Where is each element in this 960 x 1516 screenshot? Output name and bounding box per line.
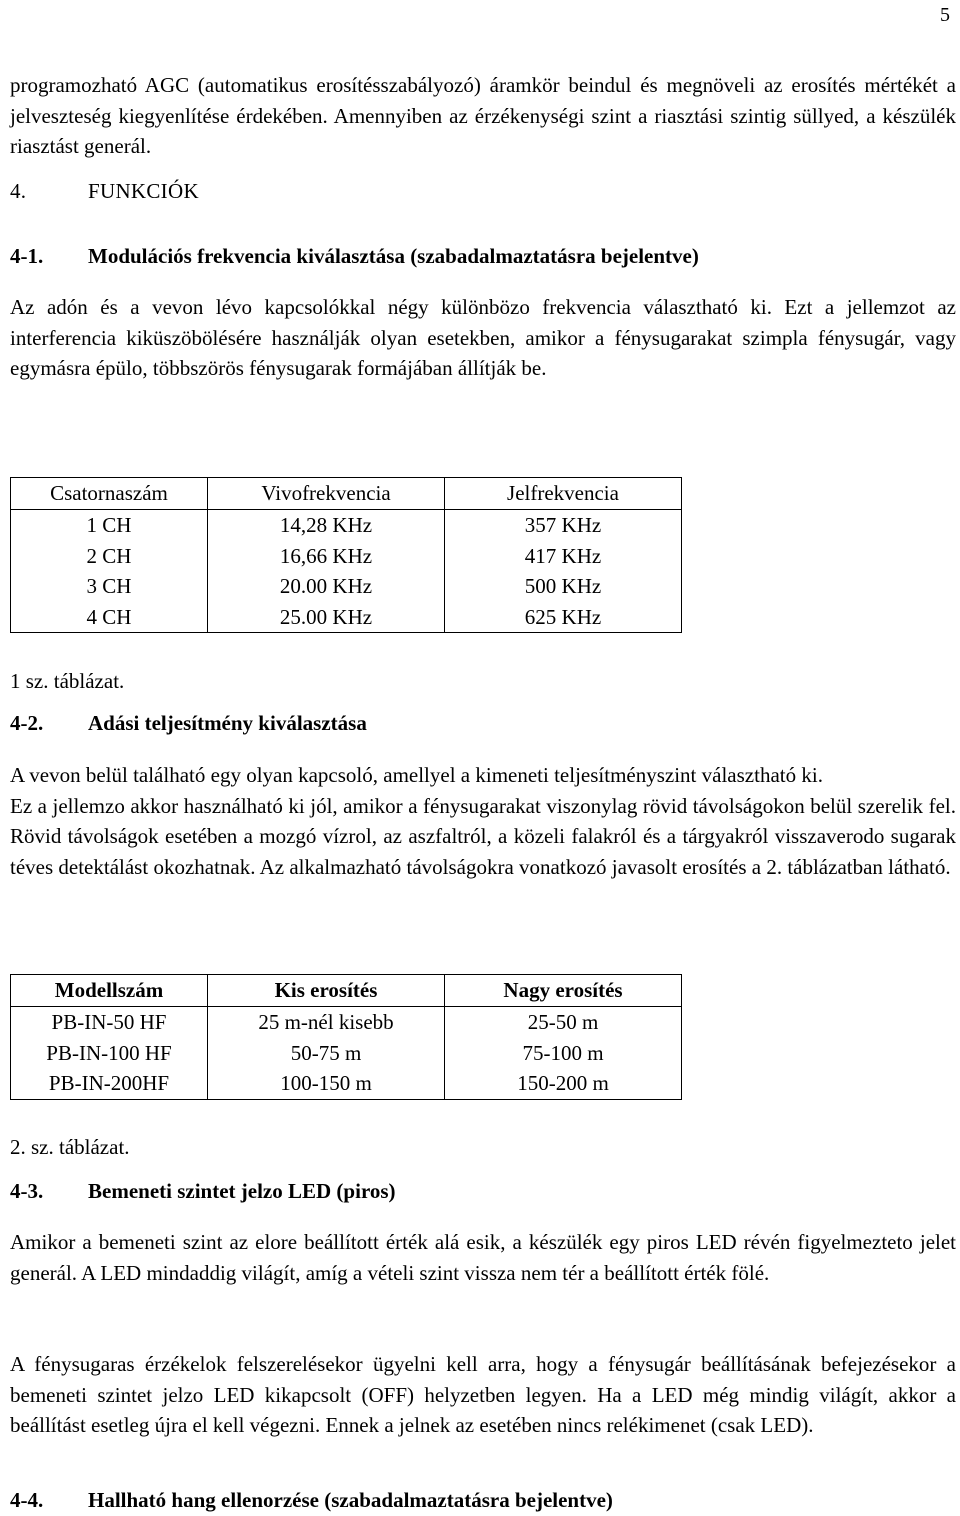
paragraph: A fénysugaras érzékelok felszerelésekor ügyelni kell arra, hogy a fénysugár beállításának befejezésekor a bemeneti szintet jelzo LED kikapcsolt (OFF) helyzetben legyen. Ha a LED még mindig világít, akkor a beállítást esetleg újra el kell végezni. Ennek a jelnek az esetében nincs relékimenet (csak LED).	[10, 1352, 956, 1437]
table-row	[11, 1068, 682, 1099]
table-row	[11, 1007, 682, 1038]
subsection-4-2-text	[10, 760, 956, 882]
table-cell: 150-200 m	[445, 1068, 682, 1099]
table-row	[11, 602, 682, 633]
table-cell: 75-100 m	[445, 1038, 682, 1069]
column-header: Kis erosítés	[208, 975, 445, 1007]
table-caption: 2. sz. táblázat.	[10, 1135, 130, 1159]
section-heading	[10, 176, 199, 207]
table-row	[11, 571, 682, 602]
table-cell: 1 CH	[11, 510, 208, 541]
subsection-heading-4-2	[10, 708, 367, 739]
table-caption: 1 sz. táblázat.	[10, 669, 125, 693]
table-cell: 4 CH	[11, 602, 208, 633]
subsection-title: Adási teljesítmény kiválasztása	[88, 711, 367, 735]
subsection-heading-4-4	[10, 1485, 613, 1516]
frequency-table	[10, 477, 682, 633]
column-header: Jelfrekvencia	[445, 478, 682, 510]
subsection-number: 4-4.	[10, 1488, 44, 1512]
table-cell: 25.00 KHz	[208, 602, 445, 633]
subsection-title: Bemeneti szintet jelzo LED (piros)	[88, 1179, 396, 1203]
table-cell: 25 m-nél kisebb	[208, 1007, 445, 1038]
table-cell: PB-IN-200HF	[11, 1068, 208, 1099]
paragraph: Amikor a bemeneti szint az elore beállított érték alá esik, a készülék egy piros LED révén figyelmezteto jelet generál. A LED mindaddig világít, amíg a vételi szint vissza nem tér a beállított érték fölé.	[10, 1230, 956, 1285]
table-cell: 14,28 KHz	[208, 510, 445, 541]
table-cell: PB-IN-50 HF	[11, 1007, 208, 1038]
page-number: 5	[940, 4, 950, 26]
section-title: FUNKCIÓK	[88, 179, 199, 203]
table-row	[11, 541, 682, 572]
subsection-number: 4-3.	[10, 1179, 44, 1203]
table-cell: 625 KHz	[445, 602, 682, 633]
intro-text	[10, 70, 956, 162]
table-row	[11, 1038, 682, 1069]
column-header: Modellszám	[11, 975, 208, 1007]
table-cell: 417 KHz	[445, 541, 682, 572]
gain-table	[10, 974, 682, 1100]
table-cell: 3 CH	[11, 571, 208, 602]
subsection-number: 4-2.	[10, 711, 44, 735]
subsection-4-3-text-1	[10, 1227, 956, 1288]
column-header: Nagy erosítés	[445, 975, 682, 1007]
paragraph: A vevon belül található egy olyan kapcsoló, amellyel a kimeneti teljesítményszint választható ki.	[10, 763, 823, 787]
paragraph: Ez a jellemzo akkor használható ki jól, amikor a fénysugarakat viszonylag rövid távolságokon belül szerelik fel. Rövid távolságok esetében a mozgó vízrol, az aszfaltról, a közeli falakról és a tárgyakról visszaverodo sugarak téves detektálást okozhatnak. Az alkalmazható távolságokra vonatkozó javasolt erosítés a 2. táblázatban látható.	[10, 793, 956, 879]
table-cell: 16,66 KHz	[208, 541, 445, 572]
subsection-4-1-text	[10, 292, 956, 384]
column-header: Vivofrekvencia	[208, 478, 445, 510]
subsection-heading-4-1	[10, 241, 699, 272]
subsection-4-3-text-2	[10, 1349, 956, 1441]
table-row	[11, 510, 682, 541]
column-header: Csatornaszám	[11, 478, 208, 510]
subsection-title: Hallható hang ellenorzése (szabadalmaztatásra bejelentve)	[88, 1488, 613, 1512]
subsection-number: 4-1.	[10, 244, 44, 268]
table-cell: 25-50 m	[445, 1007, 682, 1038]
subsection-title: Modulációs frekvencia kiválasztása (szabadalmaztatásra bejelentve)	[88, 244, 699, 268]
table-cell: 500 KHz	[445, 571, 682, 602]
table-cell: 357 KHz	[445, 510, 682, 541]
table-cell: PB-IN-100 HF	[11, 1038, 208, 1069]
table-cell: 2 CH	[11, 541, 208, 572]
table-cell: 20.00 KHz	[208, 571, 445, 602]
paragraph: programozható AGC (automatikus erosítésszabályozó) áramkör beindul és megnöveli az erosítés mértékét a jelveszteség kiegyenlítése érdekében. Amennyiben az érzékenységi szint a riasztási szintig süllyed, a készülék riasztást generál.	[10, 73, 956, 158]
paragraph: Az adón és a vevon lévo kapcsolókkal négy különbözo frekvencia választható ki. Ezt a jellemzot az interferencia kiküszöbölésére használják olyan esetekben, amikor a fénysugarakat szimpla fénysugár, vagy egymásra épülo, többszörös fénysugarak formájában állítják be.	[10, 295, 956, 380]
table-cell: 100-150 m	[208, 1068, 445, 1099]
table-cell: 50-75 m	[208, 1038, 445, 1069]
section-number: 4.	[10, 179, 27, 203]
subsection-heading-4-3	[10, 1176, 396, 1207]
